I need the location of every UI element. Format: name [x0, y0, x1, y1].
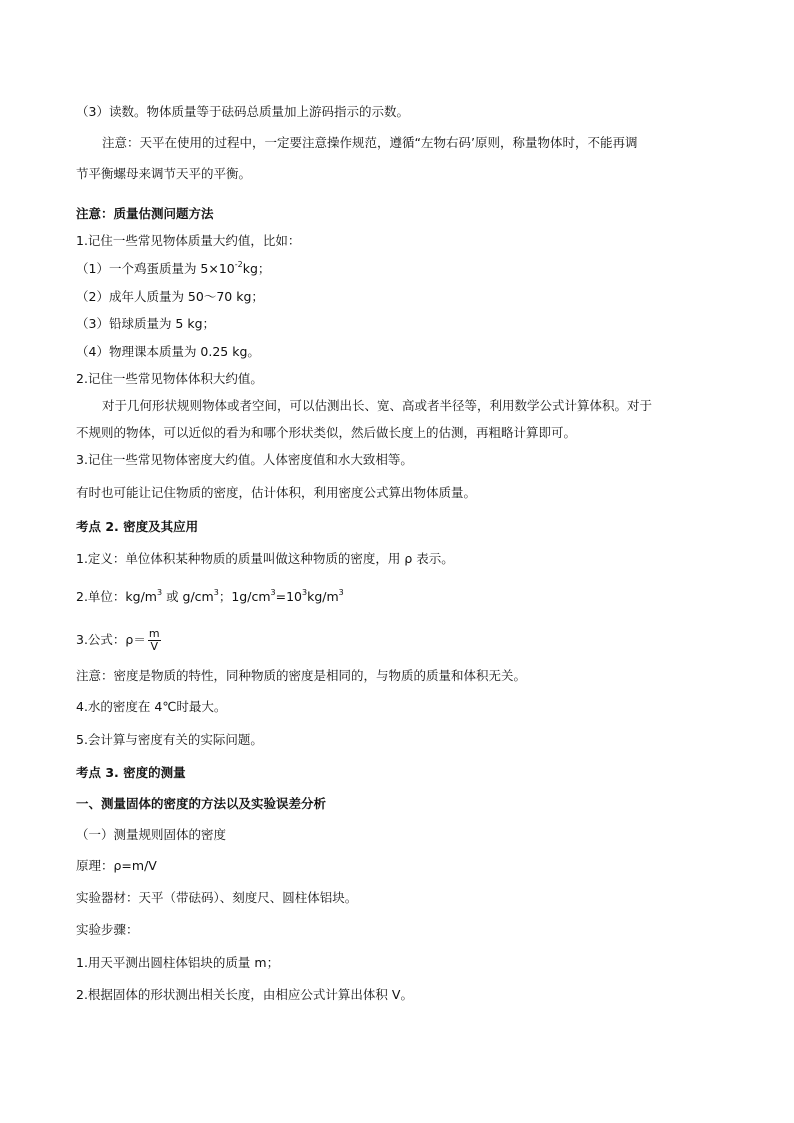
fraction: $\frac{m}{V}$ [148, 627, 160, 653]
text-line: （3）铅球质量为 5 kg； [76, 316, 216, 331]
text-line: 注意：天平在使用的过程中，一定要注意操作规范，遵循“左物右码’原则，称量物体时，不能再调 [102, 135, 638, 150]
text-line: 1.定义：单位体积某种物质的质量叫做这种物质的密度，用 ρ 表示。 [76, 551, 454, 566]
text-line: 不规则的物体，可以近似的看为和哪个形状类似，然后做长度上的估测，再粗略计算即可。 [76, 425, 577, 440]
section-heading: 考点 2. 密度及其应用 [76, 519, 199, 534]
subsection-heading: 一、测量固体的密度的方法以及实验误差分析 [76, 796, 327, 811]
text-line: （4）物理课本质量为 0.25 kg。 [76, 344, 260, 359]
text-line: 对于几何形状规则物体或者空间，可以估测出长、宽、高或者半径等，利用数学公式计算体积。对于 [102, 398, 653, 413]
text-line: （一）测量规则固体的密度 [76, 827, 227, 842]
text-line: 2.记住一些常见物体体积大约值。 [76, 371, 263, 386]
text-line: 注意：密度是物质的特性，同种物质的密度是相同的，与物质的质量和体积无关。 [76, 668, 527, 683]
text-line: 3.记住一些常见物体密度大约值。人体密度值和水大致相等。 [76, 452, 413, 467]
text-line: （3）读数。物体质量等于砝码总质量加上游码指示的示数。 [76, 104, 409, 119]
text-line: 原理：ρ=m/V [76, 858, 157, 873]
text-line: 1.记住一些常见物体质量大约值，比如： [76, 233, 301, 248]
section-heading: 考点 3. 密度的测量 [76, 765, 186, 780]
formula-density: 3.公式：ρ＝ $\frac{m}{V}$ [76, 627, 160, 653]
text-line: （2）成年人质量为 50～70 kg； [76, 289, 264, 304]
text-line: （1）一个鸡蛋质量为 $5\times 10^{-2}kg$； [76, 260, 271, 276]
section-heading: 注意：质量估测问题方法 [76, 206, 214, 221]
text-line: 节平衡螺母来调节天平的平衡。 [76, 166, 252, 181]
text-line: 实验器材：天平（带砝码）、刻度尺、圆柱体铝块。 [76, 890, 358, 905]
text-line: 有时也可能让记住物质的密度，估计体积，利用密度公式算出物体质量。 [76, 485, 477, 500]
text-line: 实验步骤： [76, 922, 139, 937]
text-line: 4.水的密度在 4℃时最大。 [76, 699, 227, 714]
text-line: 2.根据固体的形状测出相关长度，由相应公式计算出体积 V。 [76, 987, 413, 1002]
formula-units: 2.单位：$kg/m^3$ 或 $g/cm^3$；$1g/cm^3=10^3kg/m^3$ [76, 588, 344, 604]
text-line: 5.会计算与密度有关的实际问题。 [76, 732, 263, 747]
text-line: 1.用天平测出圆柱体铝块的质量 m； [76, 955, 280, 970]
